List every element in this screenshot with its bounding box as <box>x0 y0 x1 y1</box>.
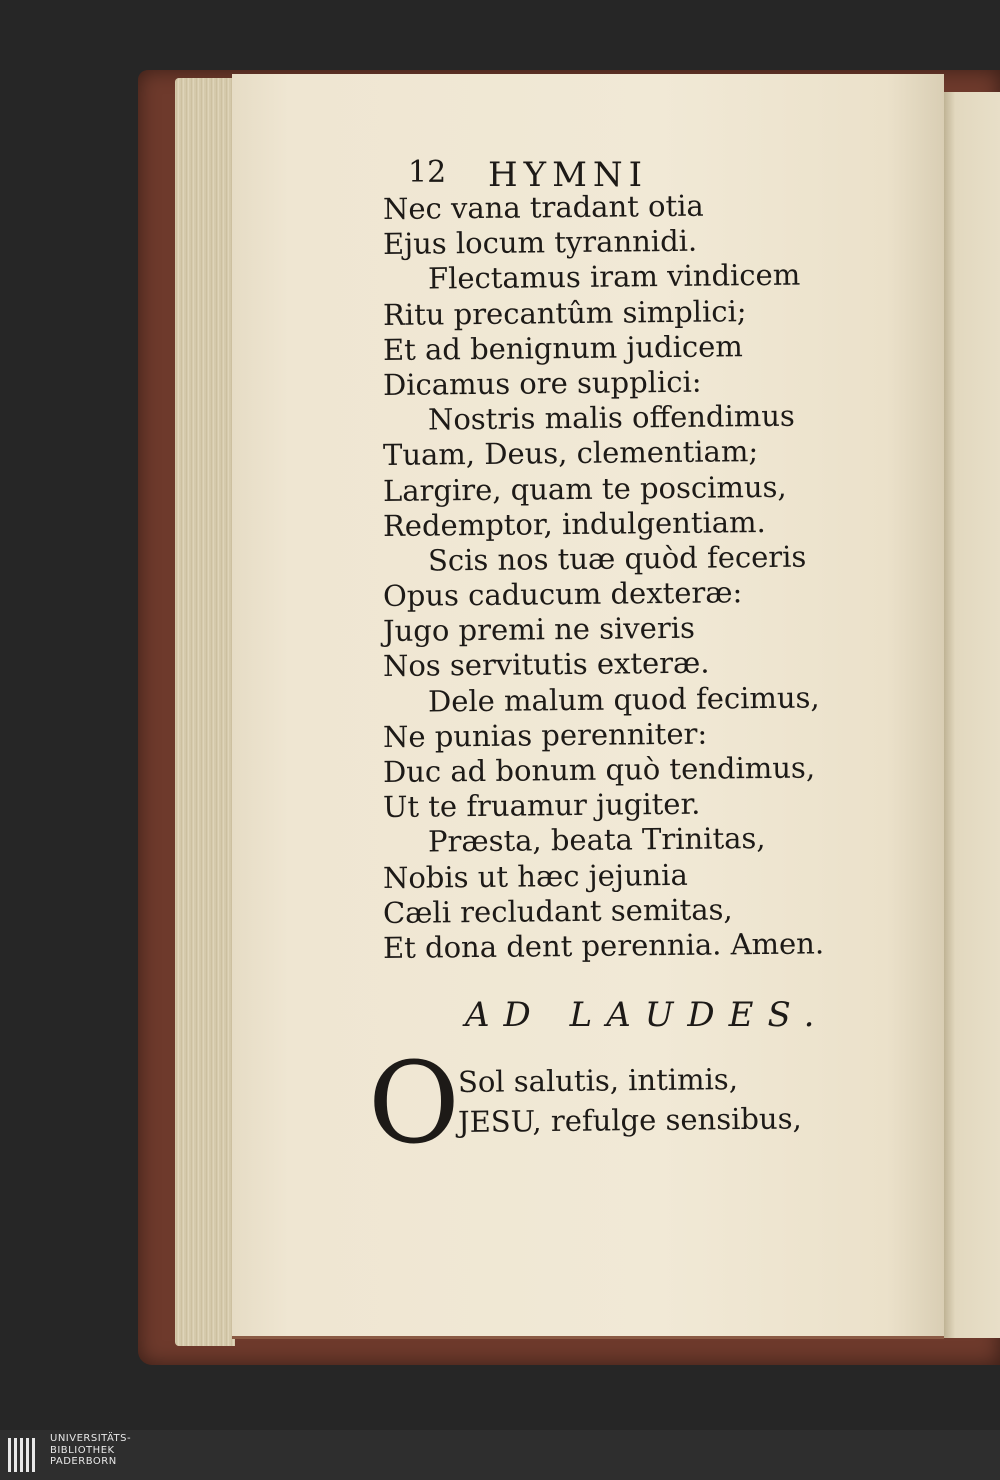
verse-line: Præsta, beata Trinitas, <box>427 821 766 859</box>
verse-line: Et ad benignum judicem <box>382 328 743 367</box>
verse-line: Dele malum quod fecimus, <box>427 680 820 719</box>
verse-line: Dicamus ore supplici: <box>382 364 702 402</box>
verse-line: Opus caducum dexteræ: <box>382 575 743 614</box>
verse-line: Nec vana tradant otia <box>382 188 704 226</box>
library-logo-icon <box>6 1434 42 1476</box>
section-heading: AD LAUDES. <box>465 995 829 1035</box>
library-logo-text <box>50 1433 131 1468</box>
verse-line: Nobis ut hæc jejunia <box>382 857 688 895</box>
verse-line: Largire, quam te poscimus, <box>382 469 787 508</box>
logo-line: PADERBORN <box>50 1456 117 1467</box>
verse-line: JESU, refulge sensibus, <box>457 1101 802 1139</box>
footer-bar <box>0 1430 1000 1480</box>
facing-page <box>944 92 1000 1338</box>
hymn-opening <box>458 1062 818 1142</box>
verse-line: Duc ad bonum quò tendimus, <box>382 750 816 789</box>
verse-line: Ut te fruamur jugiter. <box>382 786 701 825</box>
verse-line: Ne punias perenniter: <box>382 716 708 754</box>
verse-line: Scis nos tuæ quòd feceris <box>427 539 807 578</box>
verse-line: Et dona dent perennia. Amen. <box>382 926 825 965</box>
verse-line: Flectamus iram vindicem <box>427 258 801 296</box>
verse-line: Nos servitutis exteræ. <box>382 646 710 684</box>
page-number: 12 <box>408 155 447 190</box>
page-edges <box>175 78 235 1346</box>
verse-line: Cæli recludant semitas, <box>382 892 733 930</box>
verse-line: Jugo premi ne siveris <box>382 610 696 649</box>
verse-line: Sol salutis, intimis, <box>457 1062 739 1099</box>
running-title: HYMNI <box>488 155 649 195</box>
verse-line: Tuam, Deus, clementiam; <box>382 434 759 473</box>
verse-line: Redemptor, indulgentiam. <box>382 504 766 543</box>
hymn-text <box>382 188 843 966</box>
logo-line: BIBLIOTHEK <box>50 1444 115 1456</box>
verse-line: Nostris malis offendimus <box>427 398 796 437</box>
verse-line: Ejus locum tyrannidi. <box>382 223 698 262</box>
drop-cap: O <box>368 1039 460 1169</box>
logo-line: UNIVERSITÄTS- <box>50 1433 132 1444</box>
verse-line: Ritu precantûm simplici; <box>382 293 747 332</box>
